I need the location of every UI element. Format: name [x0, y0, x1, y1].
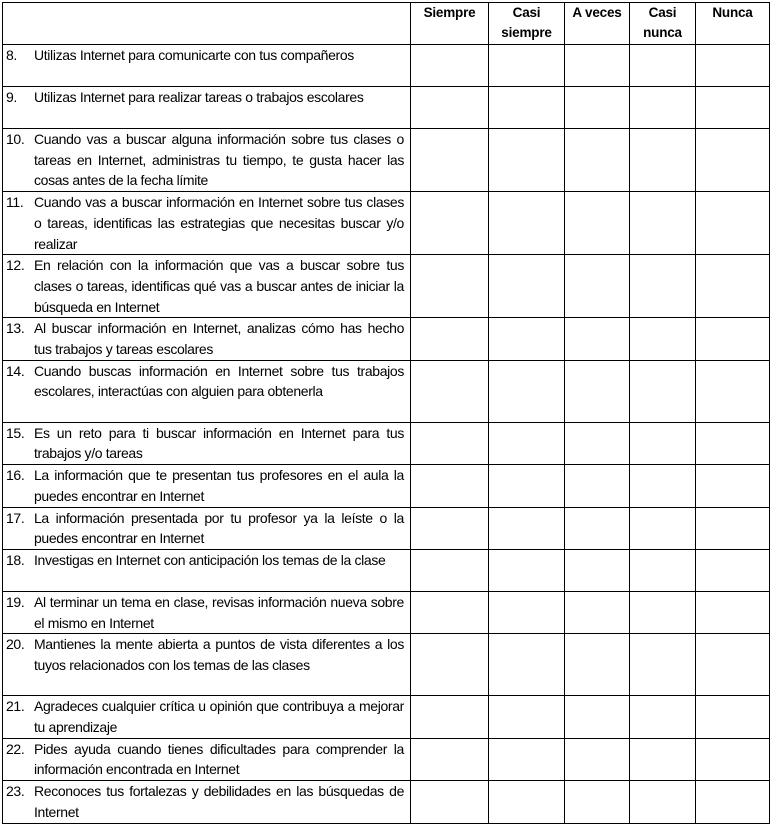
answer-cell-casi-siempre[interactable]	[489, 507, 565, 549]
question-cell	[3, 87, 411, 129]
answer-cell-nunca[interactable]	[696, 45, 770, 87]
answer-cell-casi-siempre[interactable]	[489, 192, 565, 255]
header-row	[3, 3, 770, 45]
answer-cell-a-veces[interactable]	[565, 192, 630, 255]
answer-cell-a-veces[interactable]	[565, 129, 630, 192]
table-row	[3, 360, 770, 422]
answer-cell-a-veces[interactable]	[565, 696, 630, 738]
question-text: Agradeces cualquier crítica u opinión que contribuya a mejorar tu aprendizaje	[34, 698, 404, 736]
table-row	[3, 591, 770, 633]
answer-cell-nunca[interactable]	[696, 87, 770, 129]
answer-cell-siempre[interactable]	[411, 696, 489, 738]
question-number: 13.	[6, 320, 25, 337]
answer-cell-nunca[interactable]	[696, 591, 770, 633]
answer-cell-siempre[interactable]	[411, 45, 489, 87]
question-number: 23.	[6, 783, 25, 800]
answer-cell-casi-siempre[interactable]	[489, 45, 565, 87]
question-text: Cuando buscas información en Internet sobre tus trabajos escolares, interactúas con alguien para obtenerla	[34, 362, 404, 400]
answer-cell-casi-siempre[interactable]	[489, 591, 565, 633]
answer-cell-casi-nunca[interactable]	[630, 45, 696, 87]
answer-cell-casi-nunca[interactable]	[630, 738, 696, 780]
answer-cell-nunca[interactable]	[696, 738, 770, 780]
table-row	[3, 738, 770, 780]
answer-cell-nunca[interactable]	[696, 255, 770, 318]
question-cell	[3, 696, 411, 738]
answer-cell-nunca[interactable]	[696, 360, 770, 422]
answer-cell-nunca[interactable]	[696, 318, 770, 360]
answer-cell-a-veces[interactable]	[565, 465, 630, 507]
question-cell	[3, 507, 411, 549]
question-number: 21.	[6, 698, 25, 715]
question-text: Utilizas Internet para realizar tareas o trabajos escolares	[34, 89, 364, 105]
table-row	[3, 318, 770, 360]
answer-cell-a-veces[interactable]	[565, 87, 630, 129]
option-header-a-veces: A veces	[565, 3, 630, 45]
answer-cell-a-veces[interactable]	[565, 360, 630, 422]
question-number: 9.	[6, 89, 17, 105]
answer-cell-casi-nunca[interactable]	[630, 634, 696, 696]
question-text: Cuando vas a buscar alguna información sobre tus clases o tareas en Internet, administras tu tiempo, te gusta hacer las cosas antes de la fecha límite	[34, 131, 404, 189]
option-header-casi-siempre: Casi siempre	[489, 3, 565, 45]
answer-cell-nunca[interactable]	[696, 696, 770, 738]
answer-cell-casi-siempre[interactable]	[489, 318, 565, 360]
answer-cell-casi-siempre[interactable]	[489, 422, 565, 464]
answer-cell-siempre[interactable]	[411, 192, 489, 255]
answer-cell-casi-siempre[interactable]	[489, 255, 565, 318]
answer-cell-siempre[interactable]	[411, 591, 489, 633]
question-cell	[3, 45, 411, 87]
answer-cell-a-veces[interactable]	[565, 549, 630, 591]
answer-cell-a-veces[interactable]	[565, 634, 630, 696]
answer-cell-casi-nunca[interactable]	[630, 696, 696, 738]
answer-cell-casi-nunca[interactable]	[630, 591, 696, 633]
table-row	[3, 634, 770, 696]
answer-cell-siempre[interactable]	[411, 255, 489, 318]
question-number: 15.	[6, 424, 25, 441]
table-row	[3, 192, 770, 255]
answer-cell-siempre[interactable]	[411, 87, 489, 129]
question-number: 8.	[6, 47, 17, 63]
answer-cell-nunca[interactable]	[696, 465, 770, 507]
question-text: Es un reto para ti buscar información en Internet para tus trabajos y/o tareas	[34, 424, 404, 462]
answer-cell-nunca[interactable]	[696, 129, 770, 192]
question-number: 12.	[6, 257, 25, 274]
option-header-siempre: Siempre	[411, 3, 489, 45]
answer-cell-casi-siempre[interactable]	[489, 129, 565, 192]
table-row	[3, 422, 770, 464]
question-number: 10.	[6, 131, 25, 147]
answer-cell-casi-siempre[interactable]	[489, 634, 565, 696]
answer-cell-casi-nunca[interactable]	[630, 192, 696, 255]
answer-cell-siempre[interactable]	[411, 465, 489, 507]
table-row	[3, 696, 770, 738]
question-number: 19.	[6, 593, 25, 610]
answer-cell-siempre[interactable]	[411, 549, 489, 591]
question-text: Pides ayuda cuando tienes dificultades para comprender la información encontrada en Internet	[34, 740, 404, 778]
question-text: Utilizas Internet para comunicarte con tus compañeros	[34, 47, 354, 63]
survey-table	[2, 2, 770, 824]
question-text: Reconoces tus fortalezas y debilidades en las búsquedas de Internet	[34, 783, 404, 820]
answer-cell-a-veces[interactable]	[565, 422, 630, 464]
question-text: La información que te presentan tus profesores en el aula la puedes encontrar en Internet	[34, 467, 404, 504]
table-row	[3, 255, 770, 318]
answer-cell-casi-siempre[interactable]	[489, 465, 565, 507]
question-number: 14.	[6, 362, 25, 379]
answer-cell-casi-nunca[interactable]	[630, 255, 696, 318]
answer-cell-a-veces[interactable]	[565, 591, 630, 633]
table-row	[3, 129, 770, 192]
question-cell	[3, 738, 411, 780]
table-row	[3, 507, 770, 549]
answer-cell-casi-nunca[interactable]	[630, 549, 696, 591]
answer-cell-casi-siempre[interactable]	[489, 87, 565, 129]
question-cell	[3, 591, 411, 633]
question-text: Investigas en Internet con anticipación los temas de la clase	[34, 551, 386, 568]
table-row	[3, 87, 770, 129]
answer-cell-casi-nunca[interactable]	[630, 507, 696, 549]
answer-cell-casi-nunca[interactable]	[630, 465, 696, 507]
question-cell	[3, 422, 411, 464]
answer-cell-nunca[interactable]	[696, 507, 770, 549]
question-text: Al buscar información en Internet, analizas cómo has hecho tus trabajos y tareas escolares	[34, 320, 404, 358]
question-cell	[3, 465, 411, 507]
answer-cell-a-veces[interactable]	[565, 738, 630, 780]
table-row	[3, 549, 770, 591]
question-cell	[3, 255, 411, 318]
question-number: 16.	[6, 467, 25, 484]
answer-cell-casi-nunca[interactable]	[630, 422, 696, 464]
question-text: Cuando vas a buscar información en Internet sobre tus clases o tareas, identificas las estrategias que necesitas buscar y/o realizar	[34, 194, 404, 252]
option-header-nunca: Nunca	[696, 3, 770, 45]
question-text: En relación con la información que vas a buscar sobre tus clases o tareas, identificas qué vas a buscar antes de iniciar la búsqueda en Internet	[34, 257, 404, 315]
answer-cell-a-veces[interactable]	[565, 318, 630, 360]
answer-cell-casi-nunca[interactable]	[630, 129, 696, 192]
answer-cell-siempre[interactable]	[411, 634, 489, 696]
answer-cell-casi-nunca[interactable]	[630, 360, 696, 422]
question-cell	[3, 318, 411, 360]
answer-cell-a-veces[interactable]	[565, 45, 630, 87]
question-cell	[3, 192, 411, 255]
question-number: 17.	[6, 509, 25, 526]
answer-cell-siempre[interactable]	[411, 738, 489, 780]
question-text: Al terminar un tema en clase, revisas información nueva sobre el mismo en Internet	[34, 593, 404, 631]
question-number: 18.	[6, 551, 25, 568]
table-row	[3, 45, 770, 87]
question-text: La información presentada por tu profesor ya la leíste o la puedes encontrar en Internet	[34, 509, 404, 547]
answer-cell-nunca[interactable]	[696, 192, 770, 255]
answer-cell-siempre[interactable]	[411, 422, 489, 464]
answer-cell-a-veces[interactable]	[565, 255, 630, 318]
table-row	[3, 465, 770, 507]
answer-cell-nunca[interactable]	[696, 634, 770, 696]
answer-cell-siempre[interactable]	[411, 318, 489, 360]
answer-cell-siempre[interactable]	[411, 129, 489, 192]
answer-cell-casi-siempre[interactable]	[489, 549, 565, 591]
question-number: 22.	[6, 740, 25, 757]
answer-cell-siempre[interactable]	[411, 360, 489, 422]
answer-cell-casi-nunca[interactable]	[630, 318, 696, 360]
question-header	[3, 3, 411, 45]
question-cell	[3, 549, 411, 591]
answer-cell-nunca[interactable]	[696, 549, 770, 591]
question-text: Mantienes la mente abierta a puntos de vista diferentes a los tuyos relacionados con los temas de las clases	[34, 636, 404, 674]
answer-cell-a-veces[interactable]	[565, 507, 630, 549]
answer-cell-casi-siempre[interactable]	[489, 696, 565, 738]
answer-cell-siempre[interactable]	[411, 507, 489, 549]
question-number: 20.	[6, 636, 25, 653]
question-cell	[3, 634, 411, 696]
option-header-casi-nunca: Casi nunca	[630, 3, 696, 45]
question-cell	[3, 360, 411, 422]
question-cell	[3, 129, 411, 192]
answer-cell-nunca[interactable]	[696, 422, 770, 464]
answer-cell-casi-siempre[interactable]	[489, 360, 565, 422]
answer-cell-casi-siempre[interactable]	[489, 738, 565, 780]
question-number: 11.	[6, 194, 24, 211]
answer-cell-casi-nunca[interactable]	[630, 87, 696, 129]
